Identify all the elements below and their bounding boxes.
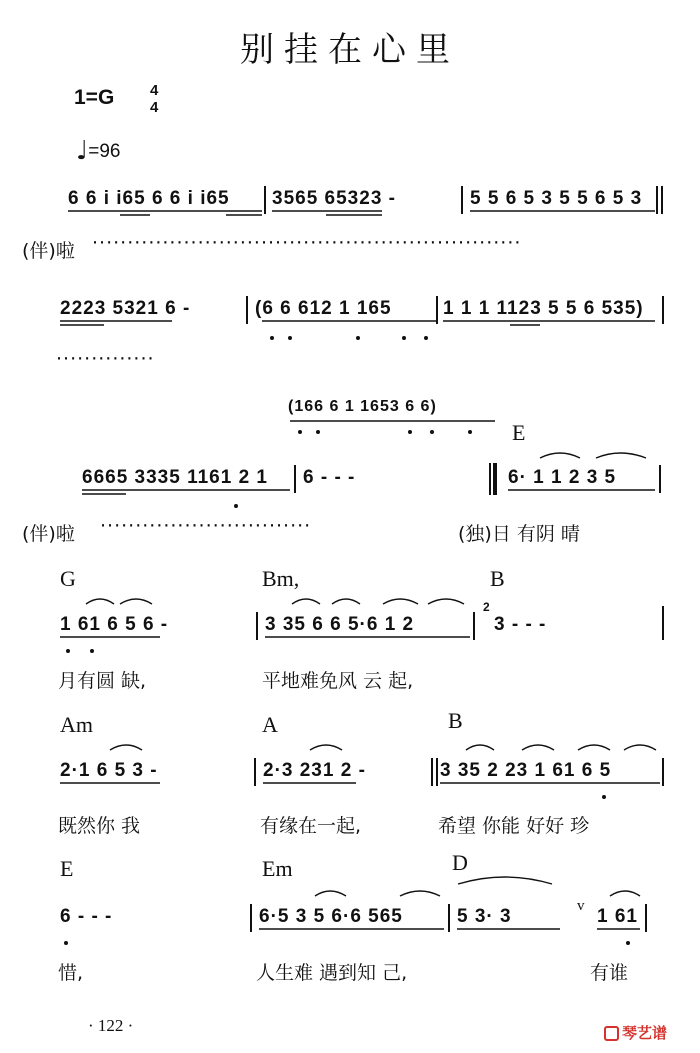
ties-slurs — [86, 453, 656, 896]
system5-chord-3: B — [448, 708, 463, 733]
system4-lyric-a: 月有圆 缺, — [58, 670, 147, 692]
system6-notes-b: 6·5 3 5 6·6 565 — [259, 906, 403, 927]
volta-number: 2 — [483, 600, 490, 614]
system2-dots: ·············· — [56, 348, 155, 370]
system2-notes-c: 1 1 1 1123 5 5 6 535) — [443, 298, 644, 319]
system1-notes-a: 6 6 i i65 6 6 i i65 — [68, 188, 230, 209]
system6-lyric-c: 有谁 — [590, 962, 629, 984]
barlines — [247, 186, 663, 932]
tempo-value: =96 — [88, 141, 121, 162]
system5-lyric-b: 有缘在一起, — [260, 815, 362, 837]
system6-chord-2: Em — [262, 856, 293, 881]
system4-chord-3: B — [490, 566, 505, 591]
system5-lyric-a: 既然你 我 — [58, 815, 141, 837]
system3-notes-b: 6 - - - — [303, 467, 356, 488]
system5-chord-1: Am — [60, 712, 93, 737]
key-signature: 1=G — [74, 86, 115, 109]
system6-notes-c: 5 3· 3 — [457, 906, 512, 927]
system3-chord: E — [512, 420, 526, 445]
octave-dots — [64, 336, 630, 945]
system3-dots: ······························ — [100, 515, 312, 537]
system6-chord-1: E — [60, 856, 74, 881]
system1-dots: ····························································· — [92, 232, 522, 254]
system4-chord-1: G — [60, 566, 76, 591]
song-title: 别挂在心里 — [240, 30, 460, 70]
system4-lyric-b: 平地难免风 云 起, — [262, 670, 414, 692]
system3-notes-c: 6· 1 1 2 3 5 — [508, 467, 617, 488]
system5-chord-2: A — [262, 712, 278, 737]
system4-notes-a: 1 61 6 5 6 - — [60, 614, 169, 635]
time-signature-top: 4 — [150, 82, 159, 99]
quarter-note-icon: ♩ — [76, 136, 89, 166]
system4-chord-2: Bm, — [262, 566, 300, 591]
system5-notes-a: 2·1 6 5 3 - — [60, 760, 158, 781]
system2-notes-b: (6 6 612 1 165 — [255, 298, 392, 319]
system2-notes-a: 2223 5321 6 - — [60, 298, 191, 319]
system6-notes-d: 1 61 — [597, 906, 638, 927]
system5-notes-c: 3 35 2 23 1 61 6 5 — [440, 760, 612, 781]
page-number: · 122 · — [88, 1016, 134, 1035]
time-signature-bottom: 4 — [150, 99, 159, 116]
system6-chord-3: D — [452, 850, 468, 875]
system4-notes-c: 3 - - - — [494, 614, 547, 635]
system5-notes-b: 2·3 231 2 - — [263, 760, 366, 781]
system1-notes-c: 5 5 6 5 3 5 5 6 5 3 — [470, 188, 643, 209]
system4-notes-b: 3 35 6 6 5·6 1 2 — [265, 614, 415, 635]
system3-ossia: (166 6 1 1653 6 6) — [288, 398, 437, 415]
system3-lyric-solo: (独)日 有阴 晴 — [458, 523, 580, 545]
breath-mark: v — [577, 898, 585, 914]
system3-lyric-intro: (伴)啦 — [22, 523, 75, 545]
beams — [60, 211, 660, 929]
system1-lyric: (伴)啦 — [22, 240, 75, 262]
watermark-text: 琴艺谱 — [622, 1024, 668, 1042]
system1-notes-b: 3565 65323 - — [272, 188, 396, 209]
system5-lyric-c: 希望 你能 好好 珍 — [438, 815, 590, 837]
system6-lyric-a: 惜, — [58, 962, 84, 984]
system6-lyric-b: 人生难 遇到知 己, — [256, 962, 408, 984]
system3-notes-a: 6665 3335 1161 2 1 — [82, 467, 269, 488]
system6-notes-a: 6 - - - — [60, 906, 113, 927]
